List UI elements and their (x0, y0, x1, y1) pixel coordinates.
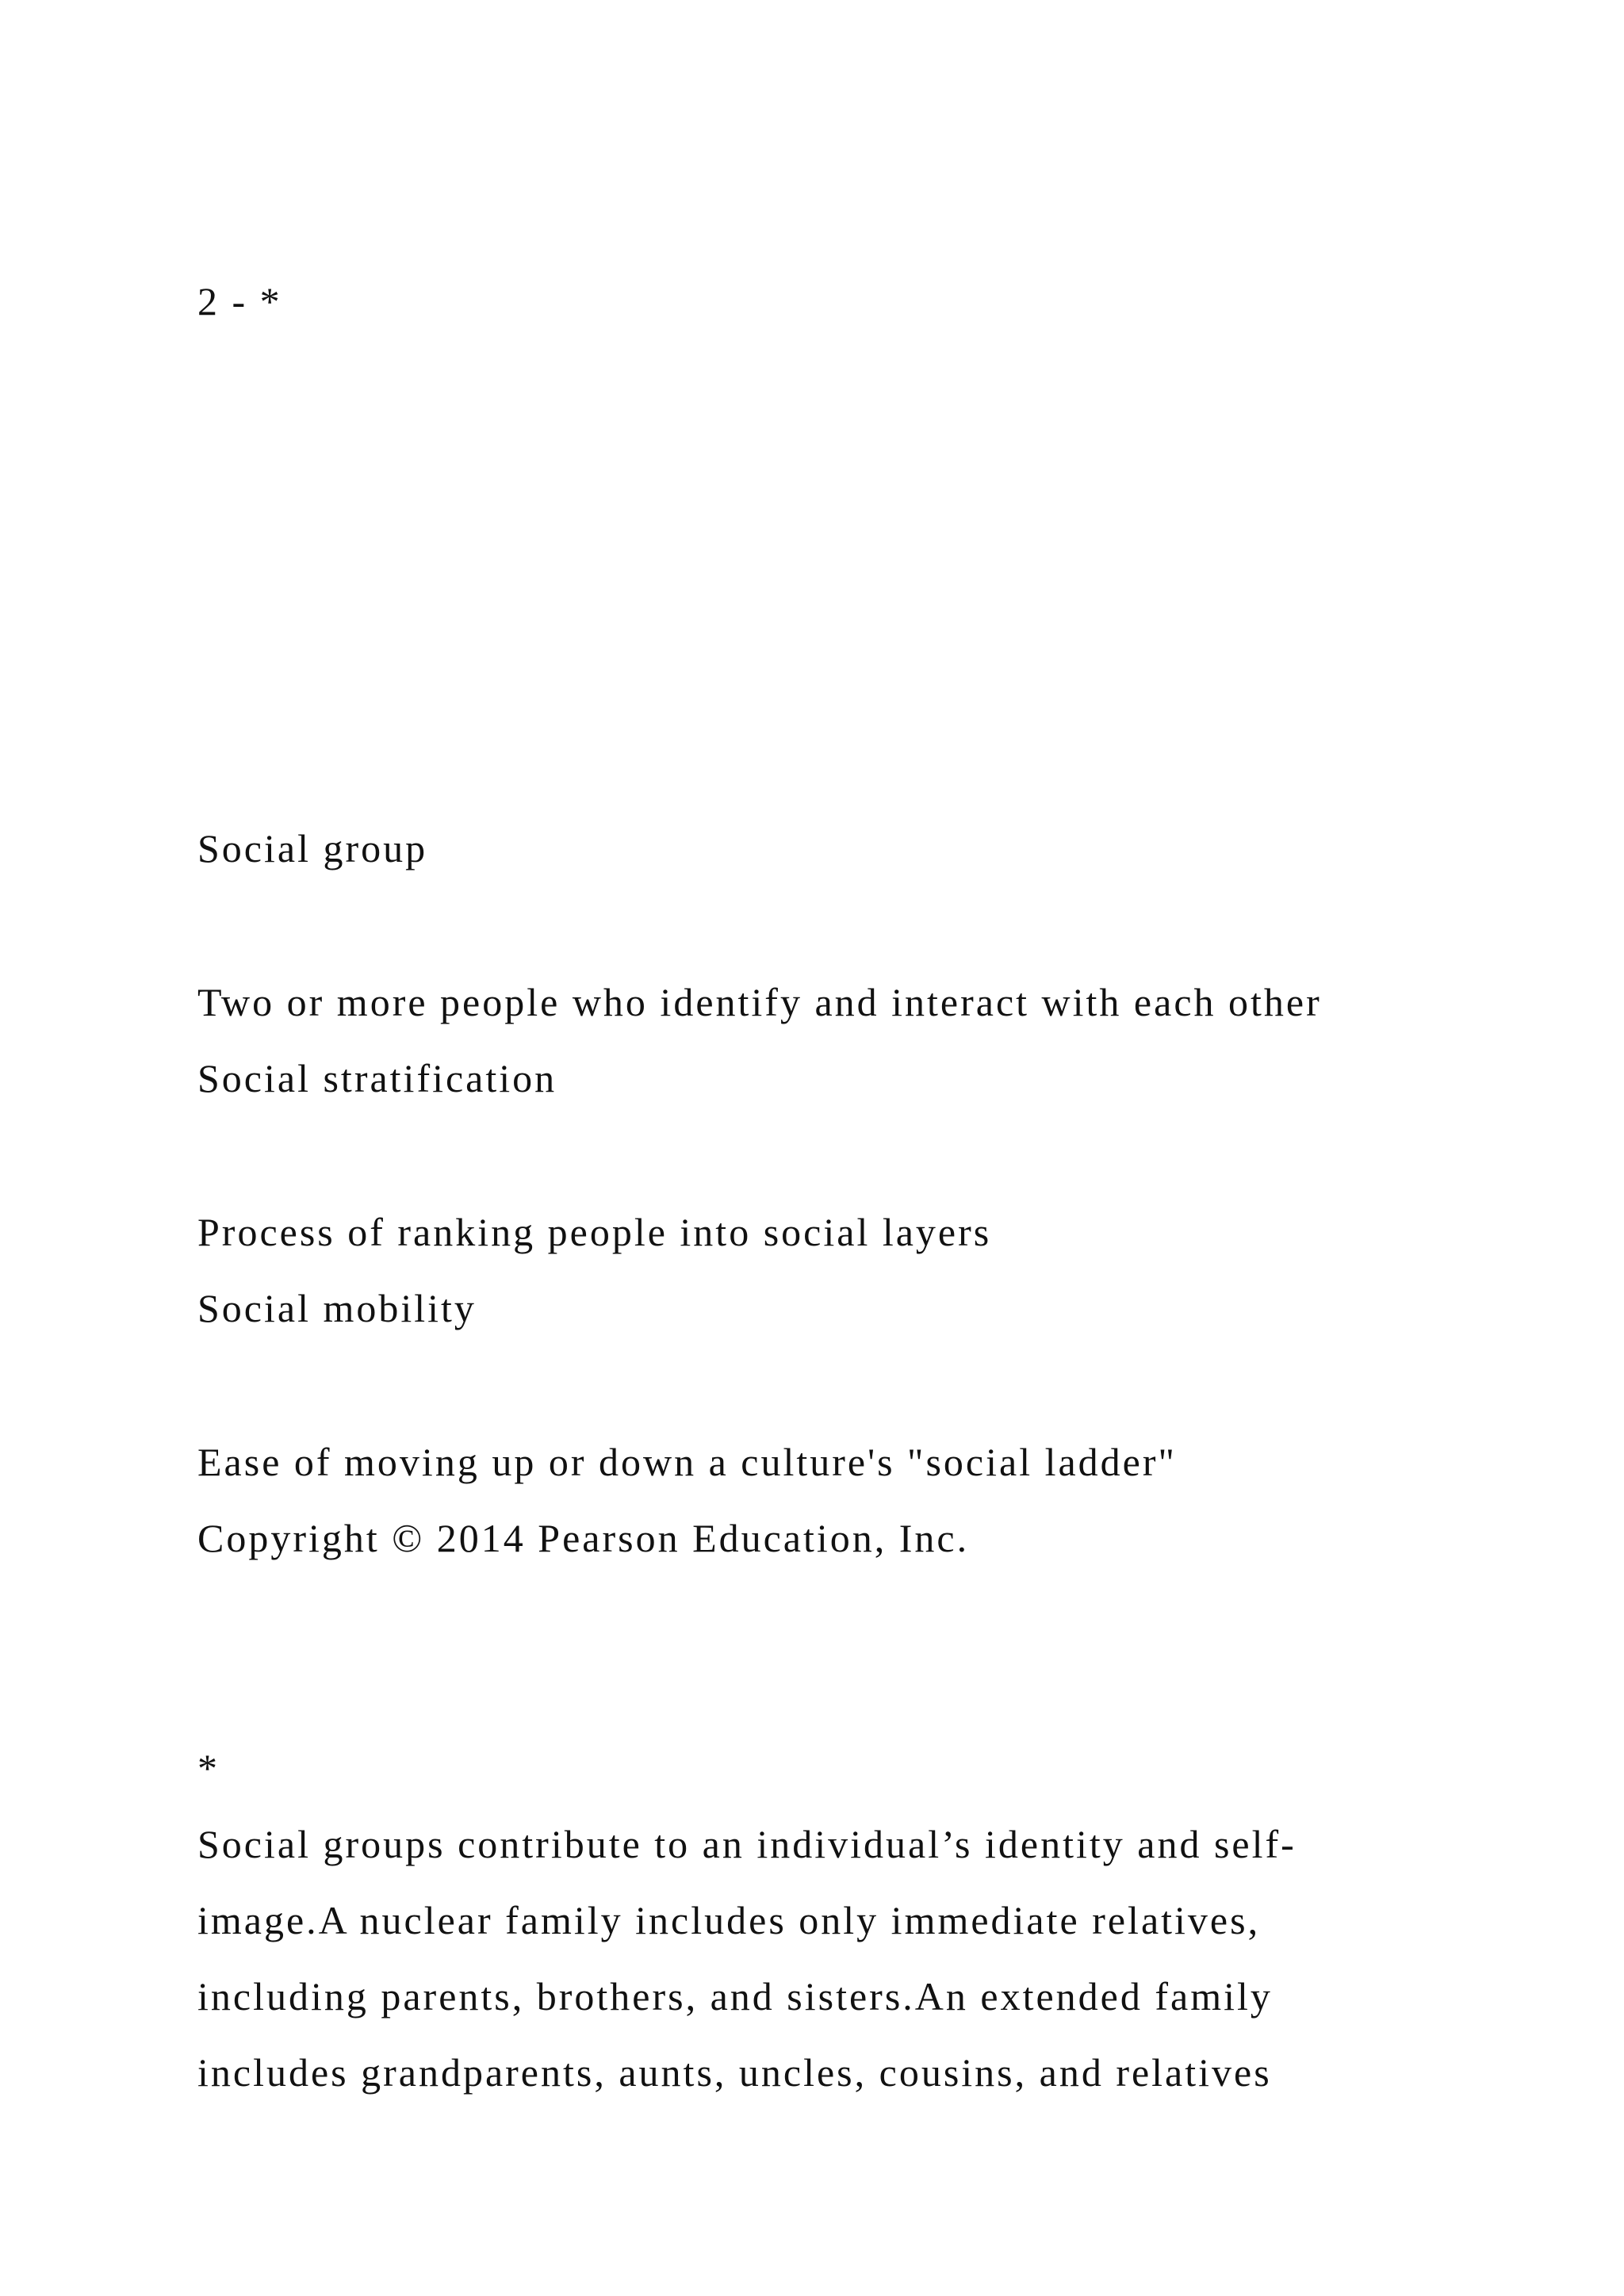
term-social-stratification: Social stratification (197, 1056, 557, 1100)
copyright-notice: Copyright © 2014 Pearson Education, Inc. (197, 1516, 970, 1560)
definition-social-mobility: Ease of moving up or down a culture's "social ladder" (197, 1440, 1177, 1484)
slide-marker: 2 - * (197, 279, 282, 323)
notes-line: including parents, brothers, and sisters.An extended family (197, 1974, 1273, 2019)
notes-line: includes grandparents, aunts, uncles, cousins, and relatives (197, 2050, 1272, 2095)
notes-line: Social groups contribute to an individual’s identity and self- (197, 1822, 1297, 1866)
notes-line: image.A nuclear family includes only immediate relatives, (197, 1898, 1261, 1942)
term-social-mobility: Social mobility (197, 1286, 477, 1330)
notes-marker: * (197, 1746, 220, 1790)
term-social-group: Social group (197, 826, 428, 871)
definition-social-stratification: Process of ranking people into social layers (197, 1210, 992, 1254)
definition-social-group: Two or more people who identify and interact with each other (197, 980, 1322, 1024)
